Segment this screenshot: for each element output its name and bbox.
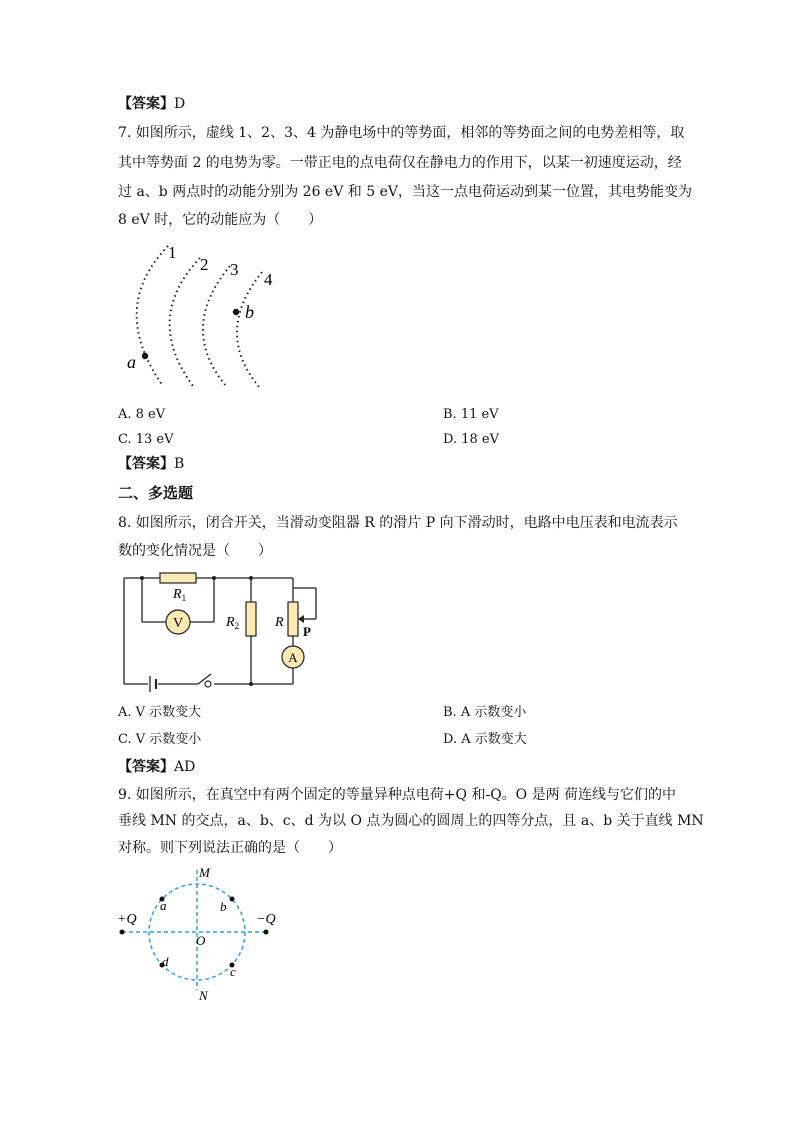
answer-q8 — [118, 757, 195, 777]
resistor-r2 — [246, 602, 256, 636]
label-b: b — [245, 302, 254, 322]
q7-line-4: 8 eV 时，它的动能应为（ ） — [118, 212, 323, 228]
label-p: P — [303, 624, 311, 639]
junction-dot — [249, 576, 253, 580]
rheostat-r — [288, 602, 298, 636]
q8-option-c: C. V 示数变小 — [118, 732, 202, 747]
equipotential-line-4 — [237, 272, 262, 388]
answer-label: 【答案】 — [118, 759, 174, 775]
label-r1: $R_1$ — [173, 587, 187, 603]
label-minus-q: −Q — [256, 912, 276, 927]
label-3: 3 — [230, 260, 239, 279]
label-a: a — [160, 898, 167, 913]
label-2: 2 — [200, 255, 209, 274]
junction-dot — [212, 576, 216, 580]
section-heading: 二、多选题 — [118, 484, 194, 502]
equipotential-line-1 — [137, 246, 168, 386]
answer-label: 【答案】 — [118, 456, 174, 472]
point-a — [142, 353, 148, 359]
label-b: b — [220, 899, 227, 914]
q9-line-1: 9. 如图所示，在真空中有两个固定的等量异种点电荷+Q 和-Q。O 是两 荷连线与它们的中 — [118, 787, 677, 803]
slider-arrow-icon — [298, 615, 304, 623]
equipotential-line-3 — [203, 266, 230, 386]
q8-option-a: A. V 示数变大 — [118, 705, 202, 720]
q7-equipotential-figure — [118, 238, 298, 398]
point-b — [230, 897, 235, 902]
label-v: V — [172, 616, 184, 631]
q8-option-b: B. A 示数变小 — [443, 705, 527, 720]
answer-label: 【答案】 — [118, 96, 174, 112]
junction-dot — [140, 576, 144, 580]
q8-line-1: 8. 如图所示，闭合开关，当滑动变阻器 R 的滑片 P 向下滑动时，电路中电压表和电流表示 — [118, 515, 678, 531]
q8-line-2: 数的变化情况是（ ） — [118, 543, 272, 559]
q7-line-2: 其中等势面 2 的电势为零。一带正电的点电荷仅在静电力的作用下，以某一初速度运动，经 — [118, 155, 682, 171]
q9-charges-figure — [116, 862, 286, 1007]
label-c: c — [230, 964, 236, 979]
charge-plus — [120, 930, 125, 935]
answer-q6 — [118, 94, 185, 114]
switch-contact — [205, 681, 211, 687]
equipotential-line-2 — [170, 258, 200, 386]
q9-line-2: 垂线 MN 的交点，a、b、c、d 为以 O 点为圆心的圆周上的四等分点，且 a、b 关于直线 MN — [118, 813, 704, 829]
q7-line-1: 7. 如图所示，虚线 1、2、3、4 为静电场中的等势面，相邻的等势面之间的电势差相等，取 — [118, 125, 685, 141]
label-n: N — [199, 988, 208, 1003]
label-d: d — [162, 954, 169, 969]
q8-option-d: D. A 示数变大 — [443, 732, 527, 747]
q8-circuit-diagram — [118, 566, 338, 696]
answer-q7 — [118, 454, 184, 474]
q7-option-b: B. 11 eV — [443, 407, 499, 422]
label-a: a — [127, 352, 136, 372]
answer-value: D — [174, 96, 186, 112]
junction-dot — [249, 682, 253, 686]
q7-option-c: C. 13 eV — [118, 432, 174, 447]
label-o: O — [196, 933, 206, 948]
charge-minus — [264, 930, 269, 935]
label-r: R — [275, 615, 284, 630]
q7-option-a: A. 8 eV — [118, 407, 166, 422]
label-4: 4 — [264, 270, 273, 289]
label-1: 1 — [168, 243, 177, 262]
resistor-r1 — [160, 573, 196, 583]
answer-value: B — [174, 456, 185, 472]
point-b — [233, 309, 239, 315]
label-plus-q: +Q — [117, 912, 137, 927]
label-r2: $R_2$ — [226, 615, 240, 631]
label-m: M — [199, 865, 210, 880]
q7-option-d: D. 18 eV — [443, 432, 499, 447]
q7-line-3: 过 a、b 两点时的动能分别为 26 eV 和 5 eV，当这一点电荷运动到某一位置，其电势能变为 — [118, 184, 692, 200]
answer-value: AD — [174, 759, 196, 775]
label-a: A — [288, 650, 298, 665]
q9-line-3: 对称。则下列说法正确的是（ ） — [118, 840, 342, 856]
